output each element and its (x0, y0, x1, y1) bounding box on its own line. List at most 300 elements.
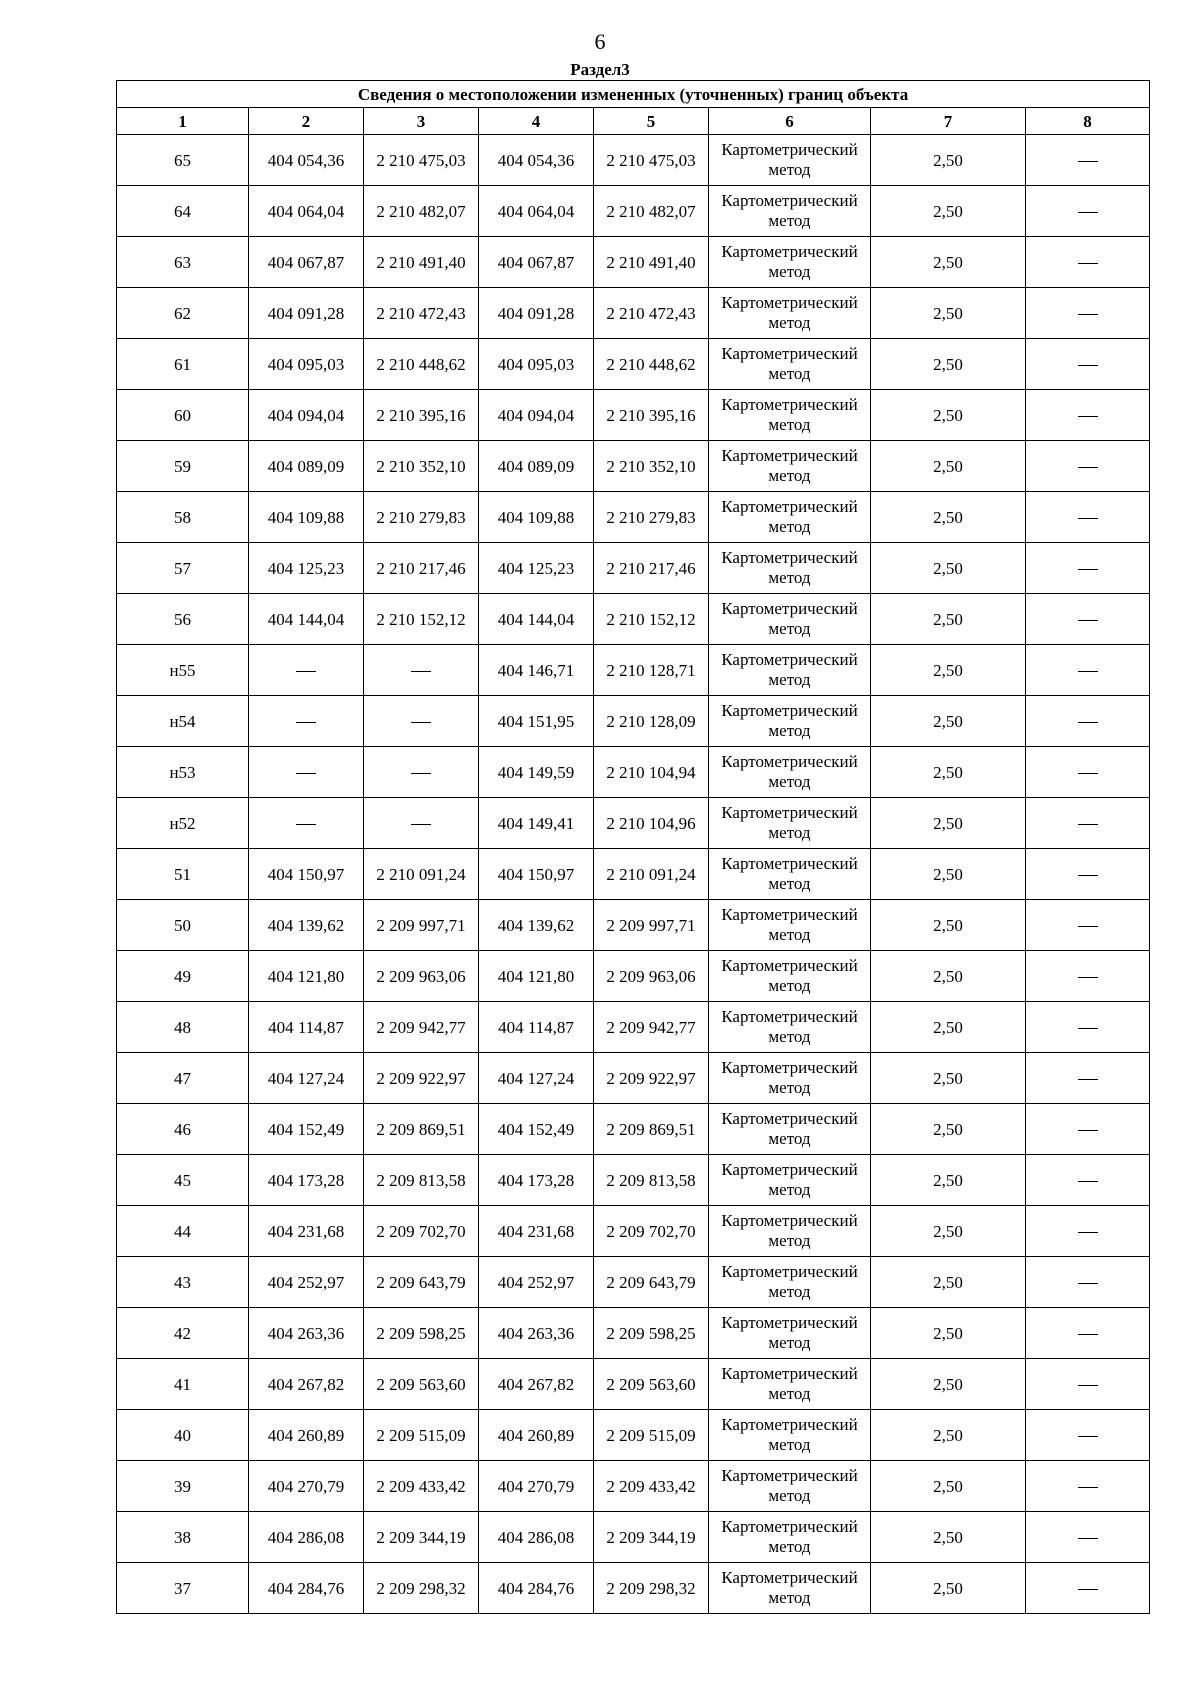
table-cell: 2,50 (871, 1002, 1026, 1053)
empty-value-dash (1078, 824, 1098, 825)
empty-value-dash (1078, 773, 1098, 774)
table-row (117, 900, 1150, 951)
table-row (117, 696, 1150, 747)
table-cell: 58 (117, 492, 249, 543)
table-cell: Картометрический метод (709, 492, 871, 543)
table-cell: 2 209 643,79 (594, 1257, 709, 1308)
table-cell: Картометрический метод (709, 390, 871, 441)
table-cell: 2 210 395,16 (364, 390, 479, 441)
empty-value-dash (1078, 1232, 1098, 1233)
table-cell: 2 210 448,62 (364, 339, 479, 390)
table-cell: 2 210 128,71 (594, 645, 709, 696)
column-header: 4 (479, 108, 594, 135)
table-cell: 2 209 515,09 (364, 1410, 479, 1461)
table-cell: 404 094,04 (479, 390, 594, 441)
table-cell: 2 210 491,40 (364, 237, 479, 288)
table-cell: н52 (117, 798, 249, 849)
table-cell: 47 (117, 1053, 249, 1104)
table-cell: 2 209 298,32 (364, 1563, 479, 1614)
table-cell (1026, 288, 1150, 339)
section-title: Раздел3 (570, 60, 630, 79)
table-row (117, 1206, 1150, 1257)
table-cell: 404 121,80 (249, 951, 364, 1002)
table-cell: 61 (117, 339, 249, 390)
table-cell: 44 (117, 1206, 249, 1257)
table-cell: 46 (117, 1104, 249, 1155)
empty-value-dash (1078, 263, 1098, 264)
boundary-coordinates-table (116, 80, 1150, 1614)
table-row (117, 1461, 1150, 1512)
table-cell: 41 (117, 1359, 249, 1410)
table-cell: 2 209 997,71 (594, 900, 709, 951)
table-cell: 404 231,68 (479, 1206, 594, 1257)
table-cell: Картометрический метод (709, 1563, 871, 1614)
empty-value-dash (1078, 1028, 1098, 1029)
page-number: 6 (594, 29, 606, 54)
table-row (117, 135, 1150, 186)
table-cell: 404 144,04 (479, 594, 594, 645)
table-cell: Картометрический метод (709, 1359, 871, 1410)
table-cell: 404 252,97 (249, 1257, 364, 1308)
empty-value-dash (1078, 1589, 1098, 1590)
table-cell: 2,50 (871, 339, 1026, 390)
table-cell: н53 (117, 747, 249, 798)
empty-value-dash (1078, 314, 1098, 315)
table-cell (1026, 1563, 1150, 1614)
table-cell: 2 209 963,06 (364, 951, 479, 1002)
table-cell: 51 (117, 849, 249, 900)
table-cell: н55 (117, 645, 249, 696)
table-cell: 2 209 942,77 (364, 1002, 479, 1053)
table-row (117, 1257, 1150, 1308)
table-cell: 2,50 (871, 1308, 1026, 1359)
table-cell: 2 210 104,96 (594, 798, 709, 849)
table-row (117, 1002, 1150, 1053)
table-cell (1026, 1461, 1150, 1512)
table-cell: 404 231,68 (249, 1206, 364, 1257)
table-cell (1026, 1257, 1150, 1308)
table-cell: Картометрический метод (709, 543, 871, 594)
table-cell: 2 209 643,79 (364, 1257, 479, 1308)
table-cell: 2,50 (871, 849, 1026, 900)
table-cell (1026, 543, 1150, 594)
table-cell: 2,50 (871, 1206, 1026, 1257)
table-cell: 45 (117, 1155, 249, 1206)
empty-value-dash (1078, 1538, 1098, 1539)
table-cell: Картометрический метод (709, 594, 871, 645)
column-header: 8 (1026, 108, 1150, 135)
table-cell (1026, 1308, 1150, 1359)
table-cell (1026, 696, 1150, 747)
table-cell: 2 209 344,19 (594, 1512, 709, 1563)
table-cell: Картометрический метод (709, 900, 871, 951)
table-cell (1026, 900, 1150, 951)
table-cell: 42 (117, 1308, 249, 1359)
table-cell: 404 284,76 (249, 1563, 364, 1614)
table-cell: 404 284,76 (479, 1563, 594, 1614)
table-cell: Картометрический метод (709, 1308, 871, 1359)
column-header: 5 (594, 108, 709, 135)
table-cell: Картометрический метод (709, 237, 871, 288)
table-cell: 2 210 104,94 (594, 747, 709, 798)
table-cell: 2,50 (871, 1257, 1026, 1308)
table-cell: 60 (117, 390, 249, 441)
table-cell: 2,50 (871, 1410, 1026, 1461)
table-cell: 37 (117, 1563, 249, 1614)
empty-value-dash (1078, 518, 1098, 519)
table-cell: 404 109,88 (479, 492, 594, 543)
table-cell: 404 270,79 (249, 1461, 364, 1512)
table-cell: 404 173,28 (479, 1155, 594, 1206)
table-row (117, 441, 1150, 492)
table-cell (364, 696, 479, 747)
table-cell: 404 152,49 (479, 1104, 594, 1155)
table-cell: 2 210 395,16 (594, 390, 709, 441)
table-cell: 404 091,28 (479, 288, 594, 339)
table-cell: Картометрический метод (709, 645, 871, 696)
table-cell: 404 151,95 (479, 696, 594, 747)
empty-value-dash (1078, 1436, 1098, 1437)
table-cell: 404 263,36 (479, 1308, 594, 1359)
table-cell: 2,50 (871, 1053, 1026, 1104)
empty-value-dash (296, 824, 316, 825)
table-cell: 404 144,04 (249, 594, 364, 645)
table-cell: 2,50 (871, 441, 1026, 492)
table-cell: Картометрический метод (709, 1206, 871, 1257)
column-header: 2 (249, 108, 364, 135)
table-cell: 404 114,87 (249, 1002, 364, 1053)
table-cell: 2 209 563,60 (594, 1359, 709, 1410)
table-cell: 404 089,09 (249, 441, 364, 492)
empty-value-dash (1078, 161, 1098, 162)
table-cell: 2 210 491,40 (594, 237, 709, 288)
table-cell: Картометрический метод (709, 798, 871, 849)
table-cell: 2,50 (871, 594, 1026, 645)
table-cell (1026, 645, 1150, 696)
table-cell: 404 125,23 (249, 543, 364, 594)
table-cell: Картометрический метод (709, 849, 871, 900)
empty-value-dash (411, 722, 431, 723)
table-cell: 2 210 482,07 (364, 186, 479, 237)
table-cell: 2,50 (871, 696, 1026, 747)
empty-value-dash (1078, 467, 1098, 468)
table-cell: 2 210 472,43 (364, 288, 479, 339)
empty-value-dash (1078, 875, 1098, 876)
table-row (117, 1104, 1150, 1155)
table-cell: 2 209 813,58 (594, 1155, 709, 1206)
table-cell: 2,50 (871, 1563, 1026, 1614)
table-cell: 2 209 433,42 (594, 1461, 709, 1512)
table-cell: 2 210 279,83 (364, 492, 479, 543)
table-cell (1026, 1155, 1150, 1206)
table-cell (249, 798, 364, 849)
table-cell: 2,50 (871, 798, 1026, 849)
table-row (117, 951, 1150, 1002)
table-cell: 2,50 (871, 747, 1026, 798)
table-row (117, 1359, 1150, 1410)
empty-value-dash (1078, 671, 1098, 672)
table-cell: 404 139,62 (249, 900, 364, 951)
table-cell: 2,50 (871, 1104, 1026, 1155)
table-cell: 404 152,49 (249, 1104, 364, 1155)
table-cell: Картометрический метод (709, 135, 871, 186)
table-row (117, 390, 1150, 441)
table-cell (1026, 186, 1150, 237)
empty-value-dash (1078, 212, 1098, 213)
table-cell: Картометрический метод (709, 951, 871, 1002)
table-cell (1026, 594, 1150, 645)
table-cell: 2,50 (871, 492, 1026, 543)
table-row (117, 1155, 1150, 1206)
table-cell: 2 209 869,51 (594, 1104, 709, 1155)
table-cell: 50 (117, 900, 249, 951)
table-cell: 404 095,03 (479, 339, 594, 390)
table-cell: 2 210 128,09 (594, 696, 709, 747)
table-cell: 2 210 091,24 (364, 849, 479, 900)
empty-value-dash (1078, 365, 1098, 366)
table-caption: Сведения о местоположении измененных (уточненных) границ объекта (117, 81, 1150, 108)
empty-value-dash (1078, 569, 1098, 570)
table-cell: 404 089,09 (479, 441, 594, 492)
table-cell: 2 209 702,70 (594, 1206, 709, 1257)
table-cell: 2 209 344,19 (364, 1512, 479, 1563)
table-cell (1026, 951, 1150, 1002)
table-cell: 43 (117, 1257, 249, 1308)
table-cell: Картометрический метод (709, 1257, 871, 1308)
table-cell: 2 209 869,51 (364, 1104, 479, 1155)
table-cell: 63 (117, 237, 249, 288)
table-row (117, 1410, 1150, 1461)
table-cell: 404 091,28 (249, 288, 364, 339)
table-cell: 48 (117, 1002, 249, 1053)
table-cell (1026, 1206, 1150, 1257)
table-cell: 404 109,88 (249, 492, 364, 543)
table-cell: 39 (117, 1461, 249, 1512)
table-cell: 2 209 563,60 (364, 1359, 479, 1410)
empty-value-dash (1078, 1334, 1098, 1335)
table-cell: 404 067,87 (249, 237, 364, 288)
table-row (117, 339, 1150, 390)
table-cell: 2,50 (871, 1461, 1026, 1512)
table-cell: 2,50 (871, 951, 1026, 1002)
table-cell: 2 209 515,09 (594, 1410, 709, 1461)
empty-value-dash (296, 773, 316, 774)
table-cell: 2,50 (871, 390, 1026, 441)
table-cell: 2,50 (871, 237, 1026, 288)
table-cell (1026, 798, 1150, 849)
table-cell: 2 209 963,06 (594, 951, 709, 1002)
column-header: 7 (871, 108, 1026, 135)
empty-value-dash (1078, 926, 1098, 927)
table-cell: Картометрический метод (709, 288, 871, 339)
table-cell: 2 209 942,77 (594, 1002, 709, 1053)
table-cell: 404 064,04 (249, 186, 364, 237)
table-cell: н54 (117, 696, 249, 747)
table-cell: Картометрический метод (709, 1155, 871, 1206)
table-cell: 2 209 922,97 (594, 1053, 709, 1104)
table-cell: 2 209 922,97 (364, 1053, 479, 1104)
empty-value-dash (296, 722, 316, 723)
table-cell: 2 209 298,32 (594, 1563, 709, 1614)
empty-value-dash (1078, 1385, 1098, 1386)
table-cell (1026, 339, 1150, 390)
table-cell (1026, 1359, 1150, 1410)
table-cell: 2 210 152,12 (594, 594, 709, 645)
table-row (117, 492, 1150, 543)
column-header: 3 (364, 108, 479, 135)
table-cell: 2 210 482,07 (594, 186, 709, 237)
table-cell: 2 210 475,03 (364, 135, 479, 186)
table-cell: 62 (117, 288, 249, 339)
table-cell: 2,50 (871, 288, 1026, 339)
table-cell: 2 209 813,58 (364, 1155, 479, 1206)
empty-value-dash (1078, 1181, 1098, 1182)
table-cell: 404 114,87 (479, 1002, 594, 1053)
table-row (117, 594, 1150, 645)
column-header: 6 (709, 108, 871, 135)
table-row (117, 1563, 1150, 1614)
table-cell (1026, 237, 1150, 288)
table-cell: 404 149,59 (479, 747, 594, 798)
table-cell: 404 286,08 (249, 1512, 364, 1563)
table-cell: Картометрический метод (709, 747, 871, 798)
table-cell: 2,50 (871, 900, 1026, 951)
table-cell (1026, 135, 1150, 186)
table-cell: 2 209 433,42 (364, 1461, 479, 1512)
table-cell: Картометрический метод (709, 441, 871, 492)
table-row (117, 849, 1150, 900)
table-cell: 2 209 598,25 (364, 1308, 479, 1359)
table-cell: 404 094,04 (249, 390, 364, 441)
table-cell: 404 127,24 (479, 1053, 594, 1104)
table-cell: 404 054,36 (479, 135, 594, 186)
table-cell: 404 095,03 (249, 339, 364, 390)
table-cell: 404 150,97 (479, 849, 594, 900)
table-cell: Картометрический метод (709, 1002, 871, 1053)
table-cell: 2 210 091,24 (594, 849, 709, 900)
table-cell: 57 (117, 543, 249, 594)
table-cell: 404 286,08 (479, 1512, 594, 1563)
table-cell: 2,50 (871, 1359, 1026, 1410)
table-cell: 2 210 448,62 (594, 339, 709, 390)
table-row (117, 237, 1150, 288)
table-cell: 2 209 997,71 (364, 900, 479, 951)
table-cell (1026, 441, 1150, 492)
empty-value-dash (1078, 977, 1098, 978)
table-cell: 404 146,71 (479, 645, 594, 696)
table-cell (1026, 747, 1150, 798)
table-cell: 40 (117, 1410, 249, 1461)
table-cell: 404 270,79 (479, 1461, 594, 1512)
table-cell (249, 696, 364, 747)
table-cell (1026, 1104, 1150, 1155)
table-cell: 404 263,36 (249, 1308, 364, 1359)
table-cell: 2 210 217,46 (364, 543, 479, 594)
table-cell: 2 210 475,03 (594, 135, 709, 186)
empty-value-dash (1078, 1283, 1098, 1284)
table-cell: 404 149,41 (479, 798, 594, 849)
table-cell (1026, 1512, 1150, 1563)
table-row (117, 1053, 1150, 1104)
table-cell (364, 798, 479, 849)
table-cell: 404 260,89 (479, 1410, 594, 1461)
table-cell (1026, 492, 1150, 543)
table-cell: 404 054,36 (249, 135, 364, 186)
table-cell: Картометрический метод (709, 1104, 871, 1155)
table-cell: 2 210 352,10 (594, 441, 709, 492)
table-cell: 59 (117, 441, 249, 492)
table-row (117, 645, 1150, 696)
table-cell: 2,50 (871, 186, 1026, 237)
table-cell: 2 209 702,70 (364, 1206, 479, 1257)
empty-value-dash (1078, 1079, 1098, 1080)
table-cell (249, 747, 364, 798)
table-cell (1026, 390, 1150, 441)
table-row (117, 747, 1150, 798)
table-row (117, 543, 1150, 594)
table-cell: Картометрический метод (709, 186, 871, 237)
table-cell: 2,50 (871, 135, 1026, 186)
table-row (117, 288, 1150, 339)
table-cell (1026, 1002, 1150, 1053)
table-cell (249, 645, 364, 696)
table-cell: 49 (117, 951, 249, 1002)
table-cell: 2,50 (871, 1155, 1026, 1206)
table-cell: 404 064,04 (479, 186, 594, 237)
table-cell: 2,50 (871, 543, 1026, 594)
table-cell: 404 267,82 (479, 1359, 594, 1410)
table-cell: 404 260,89 (249, 1410, 364, 1461)
table-cell: 2,50 (871, 645, 1026, 696)
table-header-row (117, 108, 1150, 135)
table-cell: 404 150,97 (249, 849, 364, 900)
table-cell: 38 (117, 1512, 249, 1563)
table-cell (364, 747, 479, 798)
table-cell: 2 210 217,46 (594, 543, 709, 594)
table-cell: 404 067,87 (479, 237, 594, 288)
empty-value-dash (296, 671, 316, 672)
table-cell: 65 (117, 135, 249, 186)
table-cell: 2 210 152,12 (364, 594, 479, 645)
empty-value-dash (1078, 620, 1098, 621)
table-cell: 2 210 279,83 (594, 492, 709, 543)
table-cell: 404 127,24 (249, 1053, 364, 1104)
table-row (117, 798, 1150, 849)
table-cell: 404 139,62 (479, 900, 594, 951)
table-cell (364, 645, 479, 696)
empty-value-dash (411, 824, 431, 825)
table-cell: 404 252,97 (479, 1257, 594, 1308)
table-cell: Картометрический метод (709, 1512, 871, 1563)
table-cell: 64 (117, 186, 249, 237)
table-cell: 56 (117, 594, 249, 645)
table-cell (1026, 849, 1150, 900)
table-cell: 404 125,23 (479, 543, 594, 594)
empty-value-dash (411, 671, 431, 672)
table-cell (1026, 1410, 1150, 1461)
table-row (117, 186, 1150, 237)
table-cell: Картометрический метод (709, 1053, 871, 1104)
table-cell: 2 209 598,25 (594, 1308, 709, 1359)
table-row (117, 1308, 1150, 1359)
table-cell (1026, 1053, 1150, 1104)
table-cell: Картометрический метод (709, 1410, 871, 1461)
empty-value-dash (1078, 1130, 1098, 1131)
column-header: 1 (117, 108, 249, 135)
table-cell: 2 210 472,43 (594, 288, 709, 339)
empty-value-dash (1078, 722, 1098, 723)
table-cell: 404 173,28 (249, 1155, 364, 1206)
